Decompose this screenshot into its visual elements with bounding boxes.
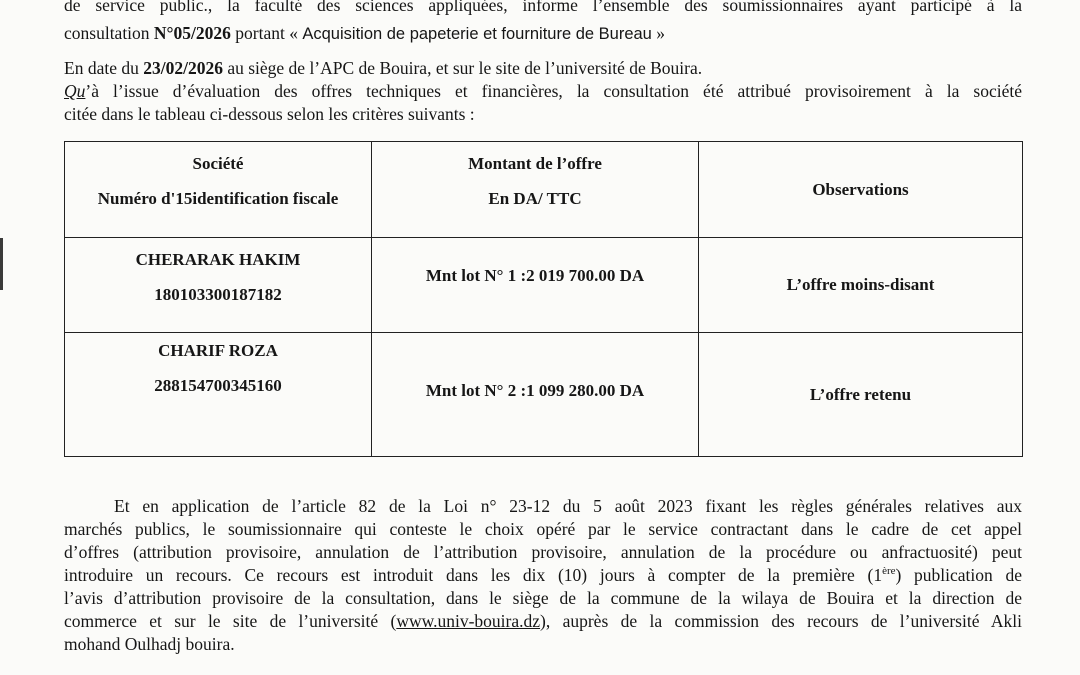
row-1-amount: Mnt lot N° 1 :2 019 700.00 DA [372, 238, 699, 333]
row-2-company: CHARIF ROZA 288154700345160 [65, 333, 372, 457]
table-row [65, 333, 1023, 457]
row-2-amount: Mnt lot N° 2 :1 099 280.00 DA [372, 333, 699, 457]
intro-line-2: consultation N°05/2026 portant « Acquisition de papeterie et fourniture de Bureau » [64, 23, 665, 43]
table-row [65, 238, 1023, 333]
intro-line-3: En date du 23/02/2026 au siège de l’APC de Bouira, et sur le site de l’université de Bouira. [64, 58, 703, 78]
row-1-observation: L’offre moins-disant [699, 238, 1023, 333]
header-company: Société Numéro d'15identification fiscale [65, 142, 372, 238]
header-amount: Montant de l’offre En DA/ TTC [372, 142, 699, 238]
row-2-observation: L’offre retenu [699, 333, 1023, 457]
consultation-date: 23/02/2026 [143, 58, 223, 78]
table-header-row [65, 142, 1023, 238]
scan-edge-mark [0, 238, 3, 290]
header-observations: Observations [699, 142, 1023, 238]
intro-line-5: citée dans le tableau ci-dessous selon les critères suivants : [64, 104, 475, 124]
university-website-link[interactable]: www.univ-bouira.dz [396, 611, 541, 631]
intro-line-1: de service public., la faculté des sciences appliquées, informe l’ensemble des soumissionnaires ayant participé à la [64, 0, 1022, 15]
consultation-subject: Acquisition de papeterie et fourniture de Bureau [302, 25, 652, 43]
consultation-number: N°05/2026 [153, 23, 231, 43]
appeal-paragraph: Et en application de l’article 82 de la Loi n° 23-12 du 5 août 2023 fixant les règles générales relatives aux marchés publics, le soumissionnaire qui conteste le choix opéré par le service contractant dans le cadre de cet appel d’offres (attribution provisoire, annulation de l’attribution provisoire, annulation de la procédure ou anfractuosité) peut introduire un recours. Ce recours est introduit dans les dix (10) jours à compter de la première (1ère) publication de l’avis d’attribution provisoire de la consultation, dans le siège de la commune de la wilaya de Bouira et la direction de commerce et sur le site de l’université (www.univ-bouira.dz), auprès de la commission des recours de l’université Akli mohand Oulhadj bouira. [64, 496, 1023, 654]
attribution-table [64, 141, 1023, 457]
intro-line-4: Qu’à l’issue d’évaluation des offres techniques et financières, la consultation été attribué provisoirement à la société [64, 81, 1022, 101]
row-1-company: CHERARAK HAKIM 180103300187182 [65, 238, 372, 333]
